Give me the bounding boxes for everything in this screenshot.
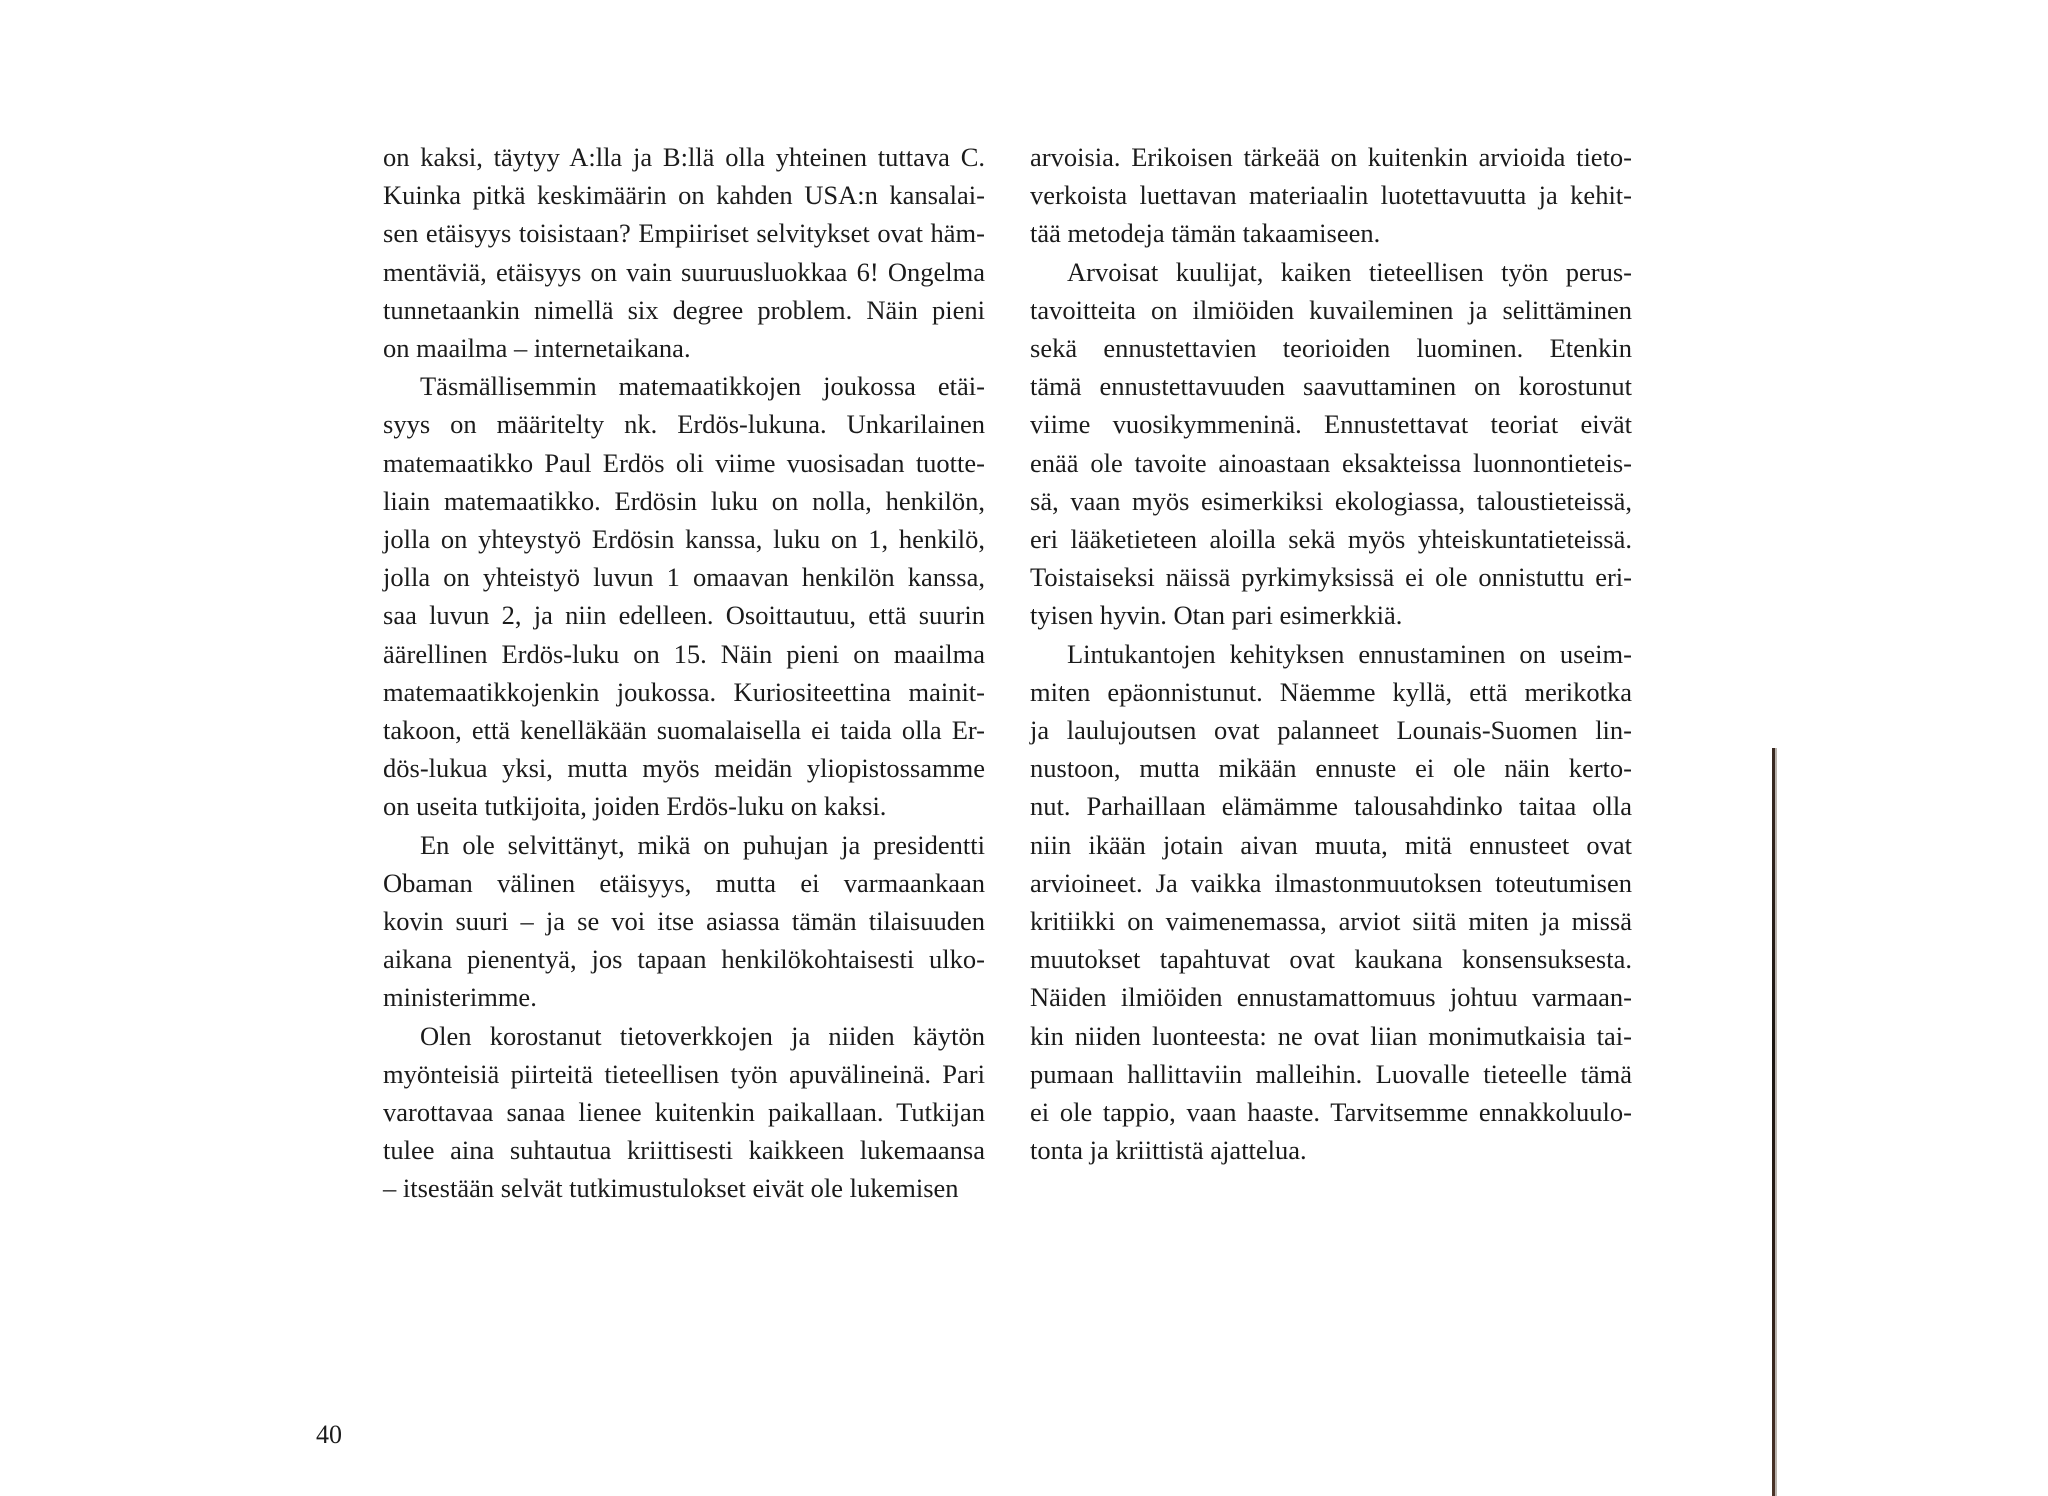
text-line: aikana pienentyä, jos tapaan henkilökohtaisesti ulko- [383,944,985,975]
paragraph [1030,138,1632,253]
text-line: takoon, että kenelläkään suomalaisella ei taida olla Er- [383,715,985,746]
text-line: saa luvun 2, ja niin edelleen. Osoittautuu, että suurin [383,600,985,631]
text-line: on useita tutkijoita, joiden Erdös-luku on kaksi. [383,791,887,822]
text-line: ja laulujoutsen ovat palanneet Lounais-Suomen lin- [1030,715,1632,746]
text-line: miten epäonnistunut. Näemme kyllä, että merikotka [1030,676,1632,707]
text-line: Kuinka pitkä keskimäärin on kahden USA:n kansalai- [383,180,985,211]
text-line: nut. Parhaillaan elämämme talousahdinko taitaa olla [1030,791,1632,822]
text-line: Toistaiseksi näissä pyrkimyksissä ei ole onnistuttu eri- [1030,562,1632,593]
text-line: Arvoisat kuulijat, kaiken tieteellisen työn perus- [1067,256,1632,287]
text-line: Olen korostanut tietoverkkojen ja niiden käytön [420,1020,985,1051]
text-line: sekä ennustettavien teorioiden luominen. Etenkin [1030,333,1632,364]
text-line: tunnetaankin nimellä six degree problem. Näin pieni [383,294,985,325]
text-line: jolla on yhteystyö Erdösin kanssa, luku on 1, henkilö, [383,524,985,555]
text-line: jolla on yhteistyö luvun 1 omaavan henkilön kanssa, [383,562,985,593]
text-line: tulee aina suhtautua kriittisesti kaikkeen lukemaansa [383,1135,985,1166]
text-line: äärellinen Erdös-luku on 15. Näin pieni on maailma [383,638,985,669]
text-line: matemaatikko Paul Erdös oli viime vuosisadan tuotte- [383,447,985,478]
text-line: Täsmällisemmin matemaatikkojen joukossa etäi- [420,371,985,402]
text-line: mentäviä, etäisyys on vain suuruusluokkaa 6! Ongelma [383,256,985,287]
text-line: verkoista luettavan materiaalin luotettavuutta ja kehit- [1030,180,1632,211]
text-line: enää ole tavoite ainoastaan eksakteissa luonnontieteis- [1030,447,1632,478]
text-line: dös-lukua yksi, mutta myös meidän yliopistossamme [383,753,985,784]
paragraph [383,138,985,367]
paragraph [1030,253,1632,635]
text-line: eri lääketieteen aloilla sekä myös yhteiskuntatieteissä. [1030,524,1632,555]
text-line: tonta ja kriittistä ajattelua. [1030,1135,1307,1166]
paragraph [383,826,985,1017]
text-line: kritiikki on vaimenemassa, arviot siitä miten ja missä [1030,906,1632,937]
text-line: Lintukantojen kehityksen ennustaminen on useim- [1067,638,1632,669]
text-line: nustoon, mutta mikään ennuste ei ole näin kerto- [1030,753,1632,784]
page-fold-shadow [1775,748,1777,1496]
text-line: ministerimme. [383,982,537,1013]
paragraph [1030,635,1632,1170]
text-line: liain matemaatikko. Erdösin luku on nolla, henkilön, [383,485,985,516]
paragraph [383,367,985,825]
text-line: tää metodeja tämän takaamiseen. [1030,218,1381,249]
paragraph [383,1017,985,1208]
page-number: 40 [316,1420,342,1449]
text-line: syys on määritelty nk. Erdös-lukuna. Unkarilainen [383,409,985,440]
text-line: arvoisia. Erikoisen tärkeää on kuitenkin arvioida tieto- [1030,142,1632,172]
text-line: on kaksi, täytyy A:lla ja B:llä olla yhteinen tuttava C. [383,142,985,172]
text-line: viime vuosikymmeninä. Ennustettavat teoriat eivät [1030,409,1632,440]
right-text-column [1030,138,1632,1169]
text-line: tämä ennustettavuuden saavuttaminen on korostunut [1030,371,1632,402]
text-line: Obaman välinen etäisyys, mutta ei varmaankaan [383,867,985,898]
text-line: kovin suuri – ja se voi itse asiassa tämän tilaisuuden [383,906,985,937]
text-line: muutokset tapahtuvat ovat kaukana konsensuksesta. [1030,944,1632,975]
text-line: Näiden ilmiöiden ennustamattomuus johtuu varmaan- [1030,982,1632,1013]
text-line: matemaatikkojenkin joukossa. Kuriositeettina mainit- [383,676,985,707]
text-line: tavoitteita on ilmiöiden kuvaileminen ja selittäminen [1030,294,1632,325]
left-text-column [383,138,985,1208]
text-line: on maailma – internetaikana. [383,333,691,364]
text-line: ei ole tappio, vaan haaste. Tarvitsemme ennakkoluulo- [1030,1097,1632,1128]
text-line: En ole selvittänyt, mikä on puhujan ja presidentti [420,829,985,860]
text-line: – itsestään selvät tutkimustulokset eivät ole lukemisen [383,1173,959,1204]
text-line: arvioineet. Ja vaikka ilmastonmuutoksen toteutumisen [1030,867,1632,898]
text-line: varottavaa sanaa lienee kuitenkin paikallaan. Tutkijan [383,1097,985,1128]
text-line: myönteisiä piirteitä tieteellisen työn apuvälineinä. Pari [383,1058,985,1089]
text-line: niin ikään jotain aivan muuta, mitä ennusteet ovat [1030,829,1632,860]
text-line: pumaan hallittaviin malleihin. Luovalle tieteelle tämä [1030,1058,1632,1089]
text-line: kin niiden luonteesta: ne ovat liian monimutkaisia tai- [1030,1020,1632,1051]
text-line: tyisen hyvin. Otan pari esimerkkiä. [1030,600,1403,631]
text-line: sä, vaan myös esimerkiksi ekologiassa, taloustieteissä, [1030,485,1632,516]
text-line: sen etäisyys toisistaan? Empiiriset selvitykset ovat häm- [383,218,985,249]
